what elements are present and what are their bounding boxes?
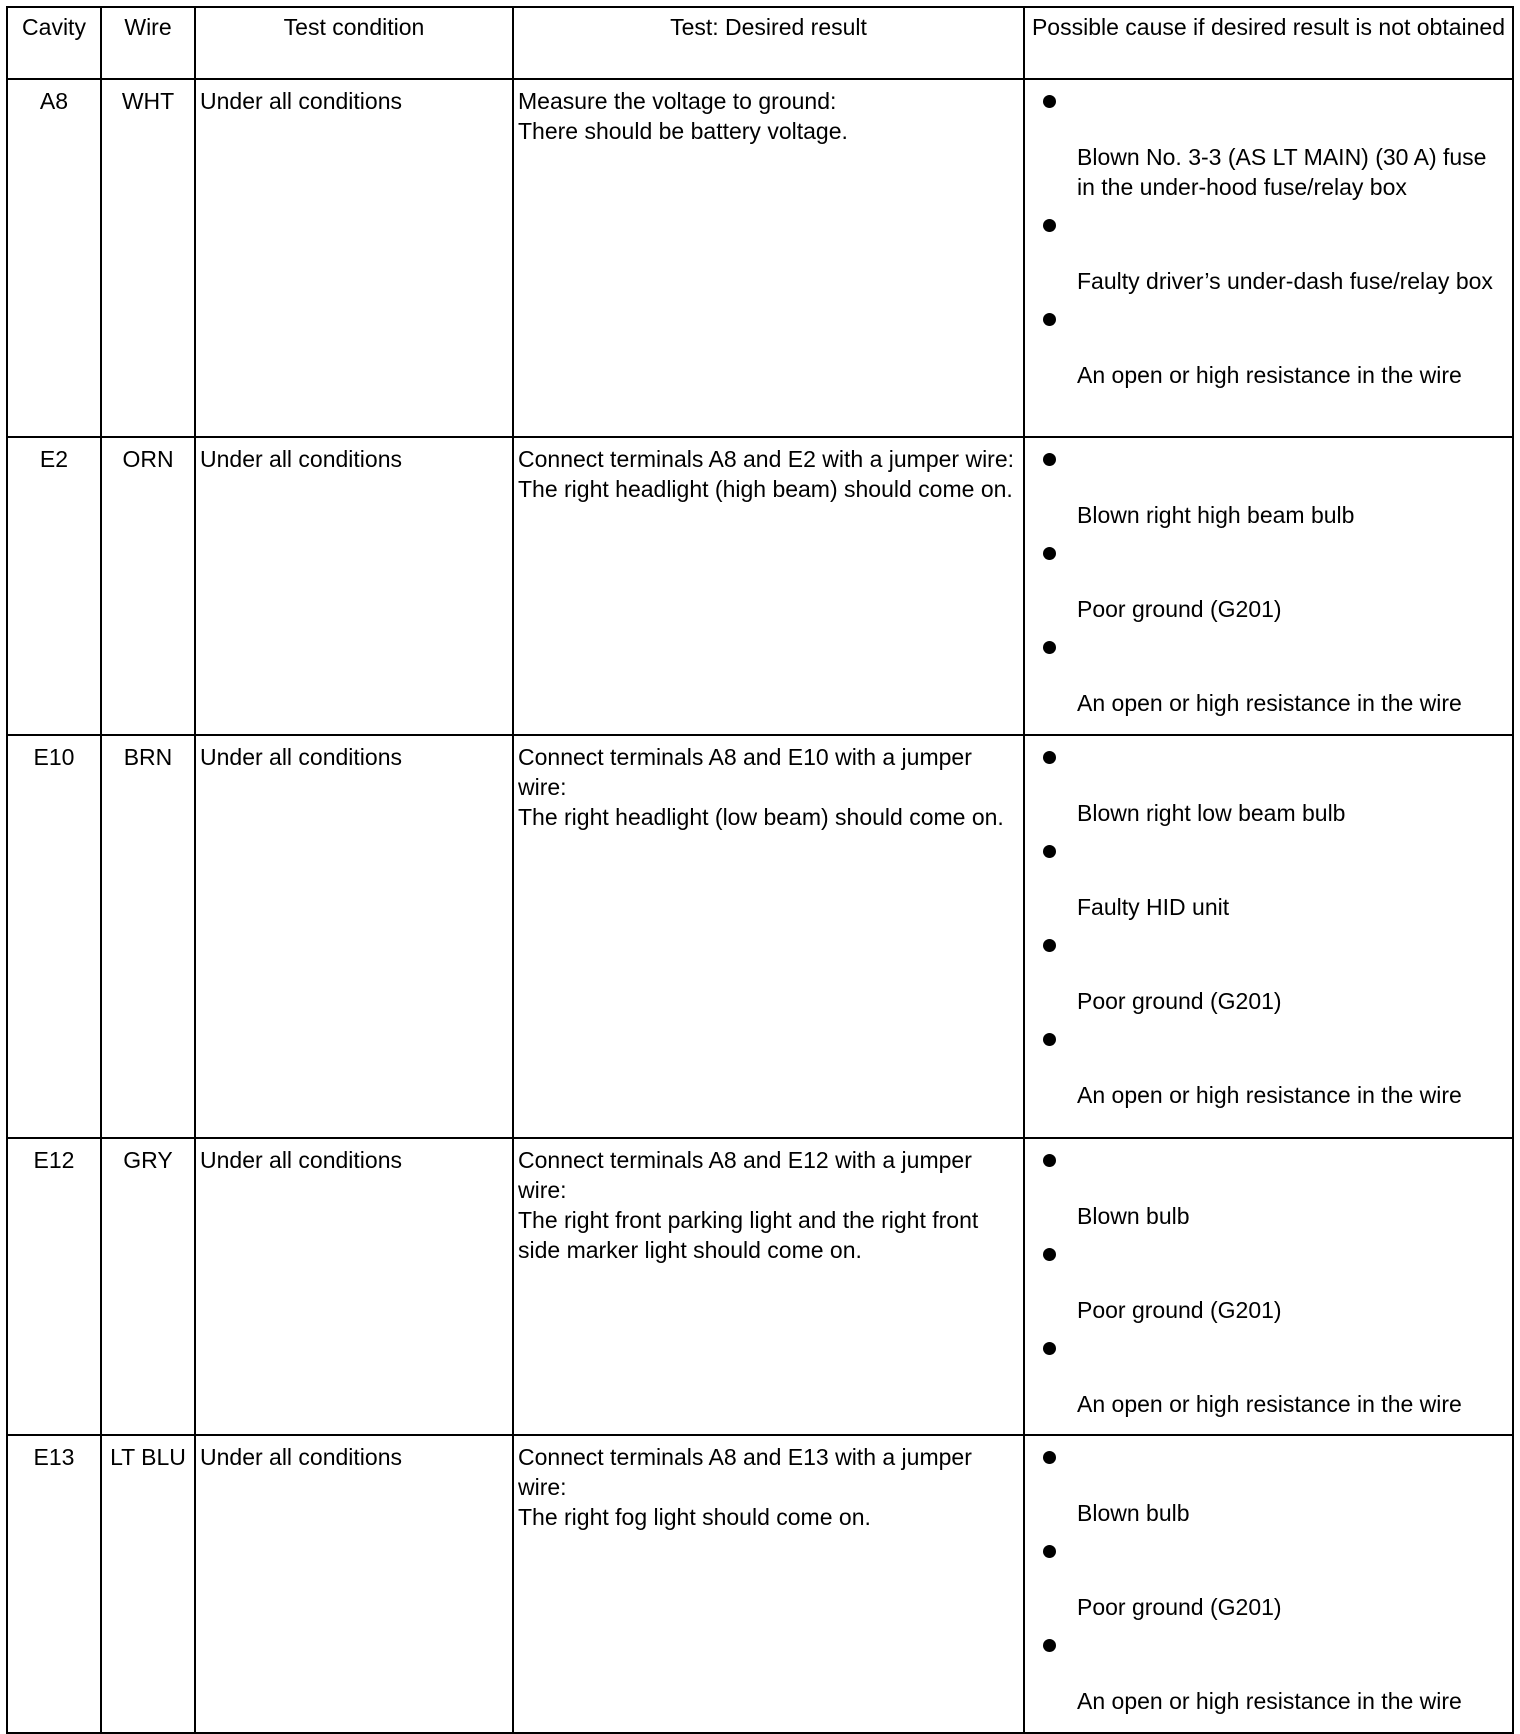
- cause-text: An open or high resistance in the wire: [1077, 1688, 1462, 1714]
- bullet-dot-icon: [1043, 1342, 1056, 1355]
- wire-color-cell: WHT: [101, 79, 195, 437]
- cause-item: [1025, 538, 1504, 624]
- wire-color-cell: GRY: [101, 1138, 195, 1435]
- cause-item: [1025, 836, 1504, 922]
- wire-color-cell: BRN: [101, 735, 195, 1138]
- cause-item: [1025, 1536, 1504, 1622]
- cavity-cell: E2: [7, 437, 101, 735]
- wire-color-cell: ORN: [101, 437, 195, 735]
- cause-item: [1025, 86, 1504, 202]
- table-row: [7, 437, 1513, 735]
- cause-text: Faulty driver’s under-dash fuse/relay box: [1077, 268, 1493, 294]
- desired-result-line: Connect terminals A8 and E12 with a jumper wire:: [518, 1147, 972, 1203]
- cavity-cell: E10: [7, 735, 101, 1138]
- desired-result-line: The right headlight (high beam) should come on.: [518, 476, 1013, 502]
- bullet-dot-icon: [1043, 641, 1056, 654]
- test-condition-cell: Under all conditions: [195, 79, 513, 437]
- bullet-dot-icon: [1043, 939, 1056, 952]
- possible-cause-cell: [1024, 437, 1513, 735]
- bullet-row: [1025, 538, 1504, 568]
- cause-text: Blown bulb: [1077, 1203, 1190, 1229]
- connector-test-table: [6, 6, 1514, 1734]
- cause-item: [1025, 304, 1504, 390]
- cause-item: [1025, 930, 1504, 1016]
- desired-result-cell: [513, 79, 1024, 437]
- bullet-dot-icon: [1043, 453, 1056, 466]
- desired-result-line: The right front parking light and the right front side marker light should come on.: [518, 1207, 979, 1263]
- cause-item: [1025, 632, 1504, 718]
- bullet-dot-icon: [1043, 751, 1056, 764]
- cause-item: [1025, 444, 1504, 530]
- bullet-dot-icon: [1043, 1639, 1056, 1652]
- connector-test-table-sheet: [6, 6, 1512, 1722]
- bullet-dot-icon: [1043, 219, 1056, 232]
- cavity-cell: A8: [7, 79, 101, 437]
- header-row: [7, 7, 1513, 79]
- desired-result-line: There should be battery voltage.: [518, 118, 848, 144]
- header-possible-cause: Possible cause if desired result is not obtained: [1024, 7, 1513, 79]
- cause-item: [1025, 742, 1504, 828]
- cause-text: Poor ground (G201): [1077, 1594, 1282, 1620]
- wire-color-cell: LT BLU: [101, 1435, 195, 1733]
- bullet-row: [1025, 1630, 1504, 1660]
- cause-item: [1025, 1145, 1504, 1231]
- cause-text: Poor ground (G201): [1077, 596, 1282, 622]
- cause-text: Faulty HID unit: [1077, 894, 1230, 920]
- bullet-row: [1025, 444, 1504, 474]
- test-condition-cell: Under all conditions: [195, 1138, 513, 1435]
- cause-item: [1025, 1024, 1504, 1110]
- cause-item: [1025, 1442, 1504, 1528]
- cause-text: An open or high resistance in the wire: [1077, 1391, 1462, 1417]
- bullet-row: [1025, 86, 1504, 116]
- bullet-dot-icon: [1043, 1248, 1056, 1261]
- possible-cause-cell: [1024, 735, 1513, 1138]
- possible-cause-cell: [1024, 1435, 1513, 1733]
- bullet-row: [1025, 632, 1504, 662]
- bullet-row: [1025, 930, 1504, 960]
- cause-text: Poor ground (G201): [1077, 988, 1282, 1014]
- cavity-cell: E12: [7, 1138, 101, 1435]
- bullet-row: [1025, 836, 1504, 866]
- desired-result-cell: [513, 1138, 1024, 1435]
- bullet-dot-icon: [1043, 1451, 1056, 1464]
- table-row: [7, 1435, 1513, 1733]
- bullet-row: [1025, 1333, 1504, 1363]
- bullet-row: [1025, 1145, 1504, 1175]
- test-condition-cell: Under all conditions: [195, 735, 513, 1138]
- table-row: [7, 79, 1513, 437]
- desired-result-cell: [513, 735, 1024, 1138]
- cause-text: Blown bulb: [1077, 1500, 1190, 1526]
- bullet-row: [1025, 1239, 1504, 1269]
- desired-result-cell: [513, 1435, 1024, 1733]
- cause-text: An open or high resistance in the wire: [1077, 690, 1462, 716]
- cause-item: [1025, 1239, 1504, 1325]
- cause-text: Blown No. 3-3 (AS LT MAIN) (30 A) fuse in the under-hood fuse/relay box: [1077, 144, 1487, 200]
- desired-result-line: The right fog light should come on.: [518, 1504, 871, 1530]
- cause-text: Poor ground (G201): [1077, 1297, 1282, 1323]
- bullet-dot-icon: [1043, 1154, 1056, 1167]
- cause-item: [1025, 1630, 1504, 1716]
- desired-result-line: Measure the voltage to ground:: [518, 88, 837, 114]
- bullet-row: [1025, 304, 1504, 334]
- desired-result-line: Connect terminals A8 and E13 with a jumper wire:: [518, 1444, 972, 1500]
- desired-result-cell: [513, 437, 1024, 735]
- bullet-dot-icon: [1043, 1033, 1056, 1046]
- cause-item: [1025, 210, 1504, 296]
- cause-item: [1025, 1333, 1504, 1419]
- desired-result-line: Connect terminals A8 and E2 with a jumper wire:: [518, 446, 1015, 472]
- bullet-row: [1025, 742, 1504, 772]
- cause-text: An open or high resistance in the wire: [1077, 1082, 1462, 1108]
- table-row: [7, 735, 1513, 1138]
- bullet-dot-icon: [1043, 95, 1056, 108]
- desired-result-line: Connect terminals A8 and E10 with a jumper wire:: [518, 744, 972, 800]
- bullet-dot-icon: [1043, 547, 1056, 560]
- header-desired-result: Test: Desired result: [513, 7, 1024, 79]
- possible-cause-cell: [1024, 1138, 1513, 1435]
- header-wire: Wire: [101, 7, 195, 79]
- test-condition-cell: Under all conditions: [195, 437, 513, 735]
- possible-cause-cell: [1024, 79, 1513, 437]
- bullet-dot-icon: [1043, 845, 1056, 858]
- header-test-condition: Test condition: [195, 7, 513, 79]
- cavity-cell: E13: [7, 1435, 101, 1733]
- bullet-row: [1025, 1536, 1504, 1566]
- test-condition-cell: Under all conditions: [195, 1435, 513, 1733]
- bullet-row: [1025, 1024, 1504, 1054]
- cause-text: An open or high resistance in the wire: [1077, 362, 1462, 388]
- bullet-dot-icon: [1043, 1545, 1056, 1558]
- cause-text: Blown right low beam bulb: [1077, 800, 1346, 826]
- cause-text: Blown right high beam bulb: [1077, 502, 1355, 528]
- bullet-row: [1025, 1442, 1504, 1472]
- desired-result-line: The right headlight (low beam) should come on.: [518, 804, 1004, 830]
- table-row: [7, 1138, 1513, 1435]
- bullet-row: [1025, 210, 1504, 240]
- header-cavity: Cavity: [7, 7, 101, 79]
- bullet-dot-icon: [1043, 313, 1056, 326]
